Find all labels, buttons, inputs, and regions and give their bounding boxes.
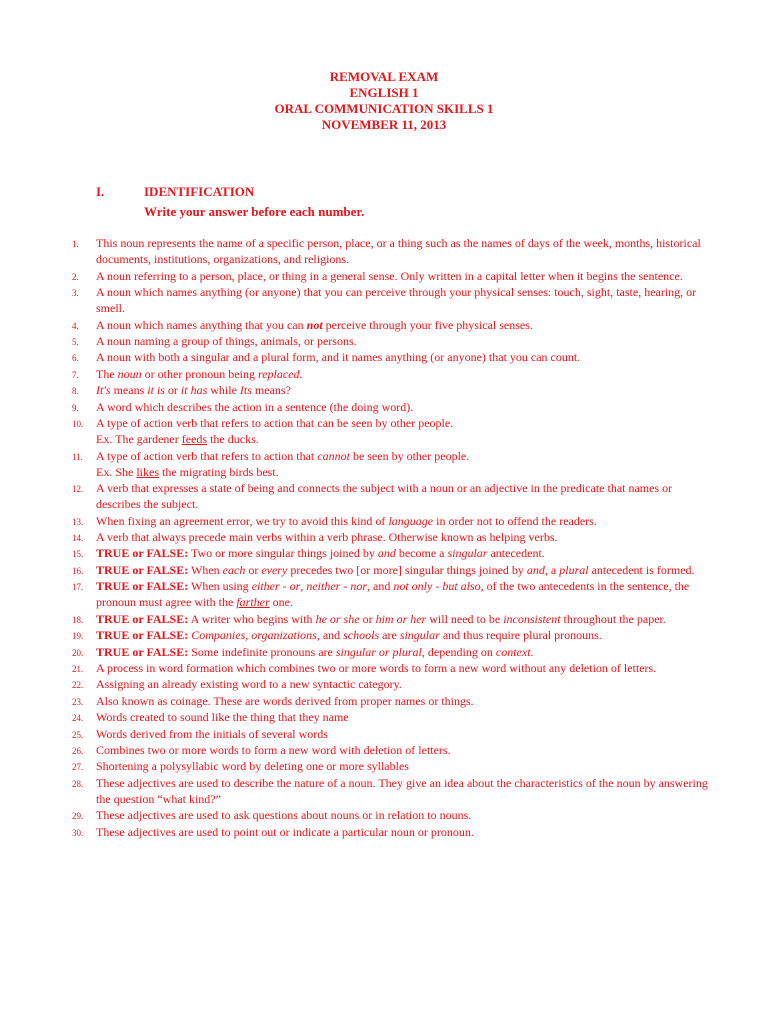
- example-line: Ex. The gardener feeds the ducks.: [96, 432, 259, 447]
- question-item: 28. These adjectives are used to describe the nature of a noun. They give an idea about the characteristics of the noun by answering the question “what kind?”: [72, 775, 708, 806]
- section-number: I.: [96, 184, 105, 199]
- question-item: 7. The noun or other pronoun being replaced.: [72, 366, 303, 381]
- question-item: 5. A noun naming a group of things, animals, or persons.: [72, 333, 357, 348]
- question-number: 4.: [72, 320, 79, 331]
- question-number: 9.: [72, 402, 79, 413]
- question-item: 25. Words derived from the initials of several words: [72, 726, 328, 741]
- question-number: 11.: [72, 451, 83, 462]
- question-number: 16.: [72, 565, 84, 576]
- question-number: 20.: [72, 647, 84, 658]
- question-number: 15.: [72, 549, 84, 560]
- exam-header: [0, 69, 768, 133]
- question-item: 17. TRUE or FALSE: When using either - or, neither - nor, and not only - but also, of the two antecedents in the sentence, the pronoun must agree with the farther one.: [72, 579, 690, 610]
- question-number: 8.: [72, 386, 79, 397]
- question-item: 27. Shortening a polysyllabic word by deleting one or more syllables: [72, 759, 409, 774]
- question-number: 5.: [72, 336, 79, 347]
- question-number: 10.: [72, 418, 84, 429]
- question-item: 12. A verb that expresses a state of being and connects the subject with a noun or an adjective in the predicate that names or describes the subject.: [72, 481, 673, 512]
- question-item: 1. This noun represents the name of a specific person, place, or a thing such as the names of days of the week, months, historical documents, institutions, organizations, and religions.: [72, 236, 701, 267]
- question-item: 23. Also known as coinage. These are words derived from proper names or things.: [72, 693, 474, 708]
- question-item: 6. A noun with both a singular and a plural form, and it names anything (or anyone) that you can count.: [72, 350, 581, 365]
- question-item: 2. A noun referring to a person, place, or thing in a general sense. Only written in a capital letter when it begins the sentence.: [72, 268, 683, 283]
- question-number: 14.: [72, 533, 84, 544]
- question-item: 29. These adjectives are used to ask questions about nouns or in relation to nouns.: [72, 808, 472, 823]
- question-item: 9. A word which describes the action in a sentence (the doing word).: [72, 399, 414, 414]
- question-number: 22.: [72, 680, 84, 691]
- question-number: 19.: [72, 631, 84, 642]
- question-item: 21. A process in word formation which combines two or more words to form a new word without any deletion of letters.: [72, 661, 657, 676]
- question-item: 20. TRUE or FALSE: Some indefinite pronouns are singular or plural, depending on context.: [72, 644, 534, 659]
- question-list: [0, 235, 768, 840]
- question-number: 2.: [72, 271, 79, 282]
- exam-date: NOVEMBER 11, 2013: [321, 117, 447, 132]
- question-number: 13.: [72, 516, 84, 527]
- question-item: 3. A noun which names anything (or anyone) that you can perceive through your physical senses: touch, sight, taste, hearing, or smell.: [72, 284, 697, 316]
- section-heading: [96, 184, 254, 200]
- question-item: 19. TRUE or FALSE: Companies, organizations, and schools are singular and thus require plural pronouns.: [72, 628, 602, 643]
- question-number: 12.: [72, 484, 84, 495]
- question-number: 25.: [72, 729, 84, 740]
- question-item: 15. TRUE or FALSE: Two or more singular things joined by and become a singular antecedent.: [72, 546, 545, 561]
- question-item: 30. These adjectives are used to point out or indicate a particular noun or pronoun.: [72, 824, 474, 839]
- exam-title: REMOVAL EXAM: [329, 69, 439, 84]
- course-title: ORAL COMMUNICATION SKILLS 1: [274, 101, 494, 116]
- question-item: 14. A verb that always precede main verbs within a verb phrase. Otherwise known as helping verbs.: [72, 530, 558, 545]
- question-number: 7.: [72, 369, 79, 380]
- question-number: 21.: [72, 664, 84, 675]
- section-instruction: Write your answer before each number.: [144, 204, 365, 219]
- question-number: 29.: [72, 811, 84, 822]
- question-item: 4. A noun which names anything that you can not perceive through your five physical senses.: [72, 317, 533, 332]
- question-item: 26. Combines two or more words to form a new word with deletion of letters.: [72, 742, 451, 757]
- question-number: 3.: [72, 287, 79, 298]
- question-number: 17.: [72, 582, 84, 593]
- example-line: Ex. She likes the migrating birds best.: [96, 464, 279, 479]
- question-item: 16. TRUE or FALSE: When each or every precedes two [or more] singular things joined by and, a plural antecedent is formed.: [72, 562, 695, 577]
- question-number: 26.: [72, 745, 84, 756]
- subject-title: ENGLISH 1: [349, 85, 419, 100]
- question-number: 1.: [72, 239, 79, 249]
- question-number: 27.: [72, 762, 84, 773]
- question-item: 11. A type of action verb that refers to action that cannot be seen by other people. Ex. She likes the migrating birds best.: [0, 448, 708, 480]
- question-item: 22. Assigning an already existing word to a new syntactic category.: [72, 677, 402, 692]
- question-number: 18.: [72, 614, 84, 625]
- question-item: 10. A type of action verb that refers to action that can be seen by other people. Ex. The gardener feeds the ducks.: [0, 415, 708, 447]
- section-title: IDENTIFICATION: [144, 184, 255, 199]
- question-item: 13. When fixing an agreement error, we try to avoid this kind of language in order not to offend the readers.: [72, 513, 597, 528]
- question-number: 24.: [72, 713, 84, 724]
- question-number: 6.: [72, 353, 79, 364]
- question-item: 8. It's means it is or it has while Its means?: [72, 383, 291, 398]
- question-number: 30.: [72, 827, 84, 838]
- question-item: 18. TRUE or FALSE: A writer who begins with he or she or him or her will need to be inconsistent throughout the paper.: [72, 611, 666, 626]
- question-number: 23.: [72, 696, 84, 707]
- question-item: 24. Words created to sound like the thing that they name: [72, 710, 349, 725]
- question-number: 28.: [72, 778, 84, 789]
